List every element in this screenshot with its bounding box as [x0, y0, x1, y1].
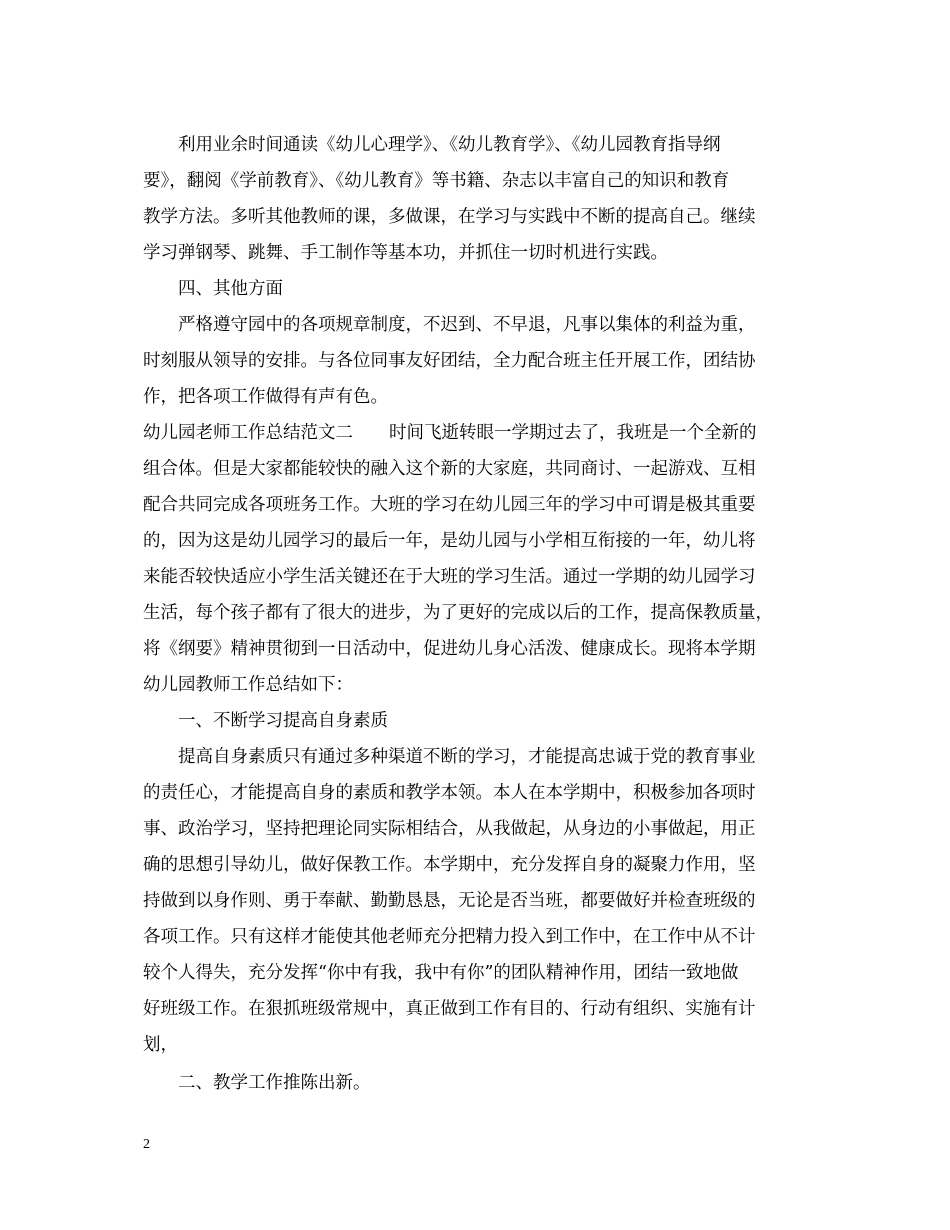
paragraph-line-start: 时间飞逝转眼一学期过去了，我班是一个全新的	[389, 423, 757, 443]
paragraph-line: 学习弹钢琴、跳舞、手工制作等基本功，并抓住一切时机进行实践。	[143, 243, 668, 263]
section-heading: 四、其他方面	[178, 279, 283, 299]
paragraph-line: 要》，翻阅《学前教育》、《幼儿教育》等书籍、杂志以丰富自己的知识和教育	[143, 171, 730, 191]
page-number: 2	[143, 1137, 150, 1152]
paragraph-line: 配合共同完成各项班务工作。大班的学习在幼儿园三年的学习中可谓是极其重要	[143, 495, 756, 515]
paragraph-line: 生活，每个孩子都有了很大的进步，为了更好的完成以后的工作，提高保教质量，	[143, 603, 773, 623]
article-title-line	[143, 422, 757, 444]
paragraph-line: 的责任心，才能提高自身的素质和教学本领。本人在本学期中，积极参加各项时	[143, 783, 756, 803]
paragraph-line: 的，因为这是幼儿园学习的最后一年，是幼儿园与小学相互衔接的一年，幼儿将	[143, 531, 756, 551]
paragraph-line: 严格遵守园中的各项规章制度，不迟到、不早退，凡事以集体的利益为重，	[178, 315, 756, 335]
paragraph-line: 好班级工作。在狠抓班级常规中，真正做到工作有目的、行动有组织、实施有计	[143, 999, 756, 1019]
paragraph-line: 作，把各项工作做得有声有色。	[143, 387, 388, 407]
paragraph-line: 确的思想引导幼儿，做好保教工作。本学期中，充分发挥自身的凝聚力作用，坚	[143, 855, 756, 875]
paragraph-line: 提高自身素质只有通过多种渠道不断的学习，才能提高忠诚于党的教育事业	[178, 747, 756, 767]
paragraph-line: 组合体。但是大家都能较快的融入这个新的大家庭，共同商讨、一起游戏、互相	[143, 459, 756, 479]
paragraph-line: 利用业余时间通读《幼儿心理学》、《幼儿教育学》、《幼儿园教育指导纲	[178, 135, 721, 155]
paragraph-line: 各项工作。只有这样才能使其他老师充分把精力投入到工作中，在工作中从不计	[143, 927, 756, 947]
article-title: 幼儿园老师工作总结范文二	[143, 423, 353, 443]
paragraph-line: 幼儿园教师工作总结如下：	[143, 675, 353, 695]
paragraph-line: 时刻服从领导的安排。与各位同事友好团结，全力配合班主任开展工作，团结协	[143, 351, 756, 371]
paragraph-line: 持做到以身作则、勇于奉献、勤勤恳恳，无论是否当班，都要做好并检查班级的	[143, 891, 756, 911]
paragraph-line: 较个人得失，充分发挥“你中有我，我中有你”的团队精神作用，团结一致地做	[143, 963, 739, 983]
paragraph-line: 事、政治学习，坚持把理论同实际相结合，从我做起，从身边的小事做起，用正	[143, 819, 756, 839]
paragraph-line: 将《纲要》精神贯彻到一日活动中，促进幼儿身心活泼、健康成长。现将本学期	[143, 639, 756, 659]
paragraph-line: 划，	[143, 1035, 178, 1055]
paragraph-line: 来能否较快适应小学生活关键还在于大班的学习生活。通过一学期的幼儿园学习	[143, 567, 756, 587]
paragraph-line: 教学方法。多听其他教师的课，多做课，在学习与实践中不断的提高自己。继续	[143, 207, 756, 227]
section-heading: 一、不断学习提高自身素质	[178, 711, 388, 731]
section-heading: 二、教学工作推陈出新。	[178, 1073, 371, 1093]
